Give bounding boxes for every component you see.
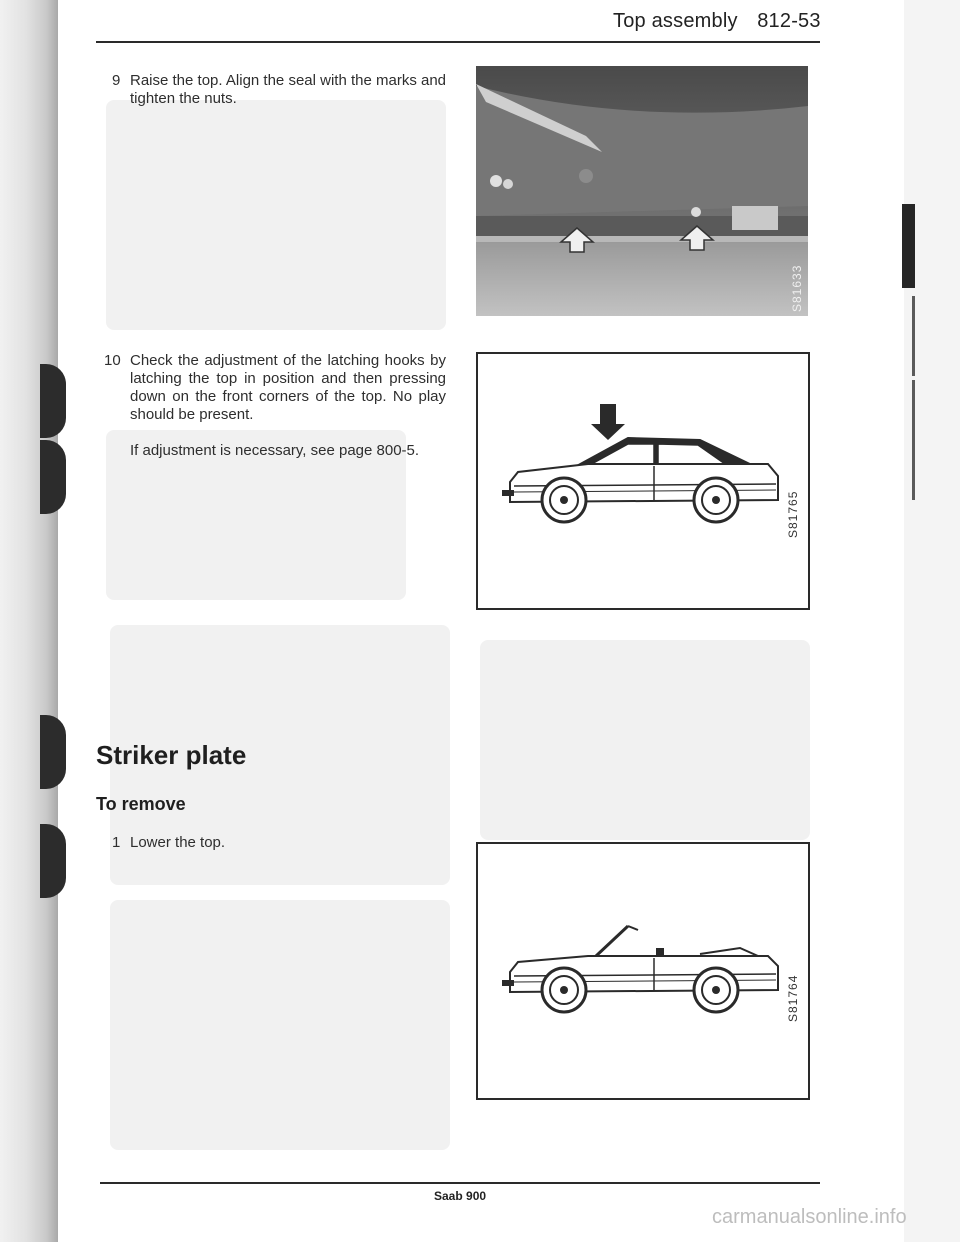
step-text: Lower the top. [130, 834, 226, 851]
figure-code: S81765 [786, 490, 800, 538]
bleed-through-shape [110, 900, 450, 1150]
page-edge-line [912, 296, 915, 376]
binding-tab [40, 824, 66, 898]
watermark: carmanualsonline.info [712, 1206, 907, 1228]
page-header [613, 10, 821, 33]
thumb-index-tab [902, 204, 915, 288]
binding-tab [40, 440, 66, 514]
step-number: 1 [112, 834, 121, 851]
binding-tab [40, 364, 66, 438]
figure-code: S81633 [790, 264, 804, 312]
binding-tab [40, 715, 66, 789]
bleed-through-shape [480, 640, 810, 840]
page-binding-shadow [0, 0, 58, 1242]
footer-label: Saab 900 [434, 1189, 487, 1203]
seal-alignment-photo [476, 66, 808, 316]
down-arrow-icon [591, 404, 625, 440]
bleed-through-shape [106, 100, 446, 330]
figure-top-raised [476, 352, 810, 610]
step-number: 10 [104, 352, 121, 369]
step-text: Raise the top. Align the seal with the marks and tighten the nuts. [130, 72, 447, 107]
seal-alignment-illustration [476, 66, 808, 316]
section-subheading: To remove [96, 794, 186, 814]
step-text: Check the adjustment of the latching hooks by latching the top in position and then pressing down on the front corners of the top. No play should be present. [130, 352, 446, 423]
figure-top-lowered [476, 842, 810, 1100]
step-number: 9 [112, 72, 121, 89]
car-top-raised-illustration [478, 354, 808, 608]
page-number: 812-53 [757, 10, 821, 32]
section-heading: Striker plate [96, 740, 247, 770]
header-rule [96, 41, 820, 43]
figure-code: S81764 [786, 974, 800, 1022]
car-top-lowered-illustration [478, 844, 808, 1098]
page-edge-line [912, 380, 915, 500]
page-right-edge [904, 0, 960, 1242]
footer-rule [100, 1182, 820, 1184]
note-text: If adjustment is necessary, see page 800-5. [130, 442, 420, 459]
section-title: Top assembly [613, 10, 738, 32]
